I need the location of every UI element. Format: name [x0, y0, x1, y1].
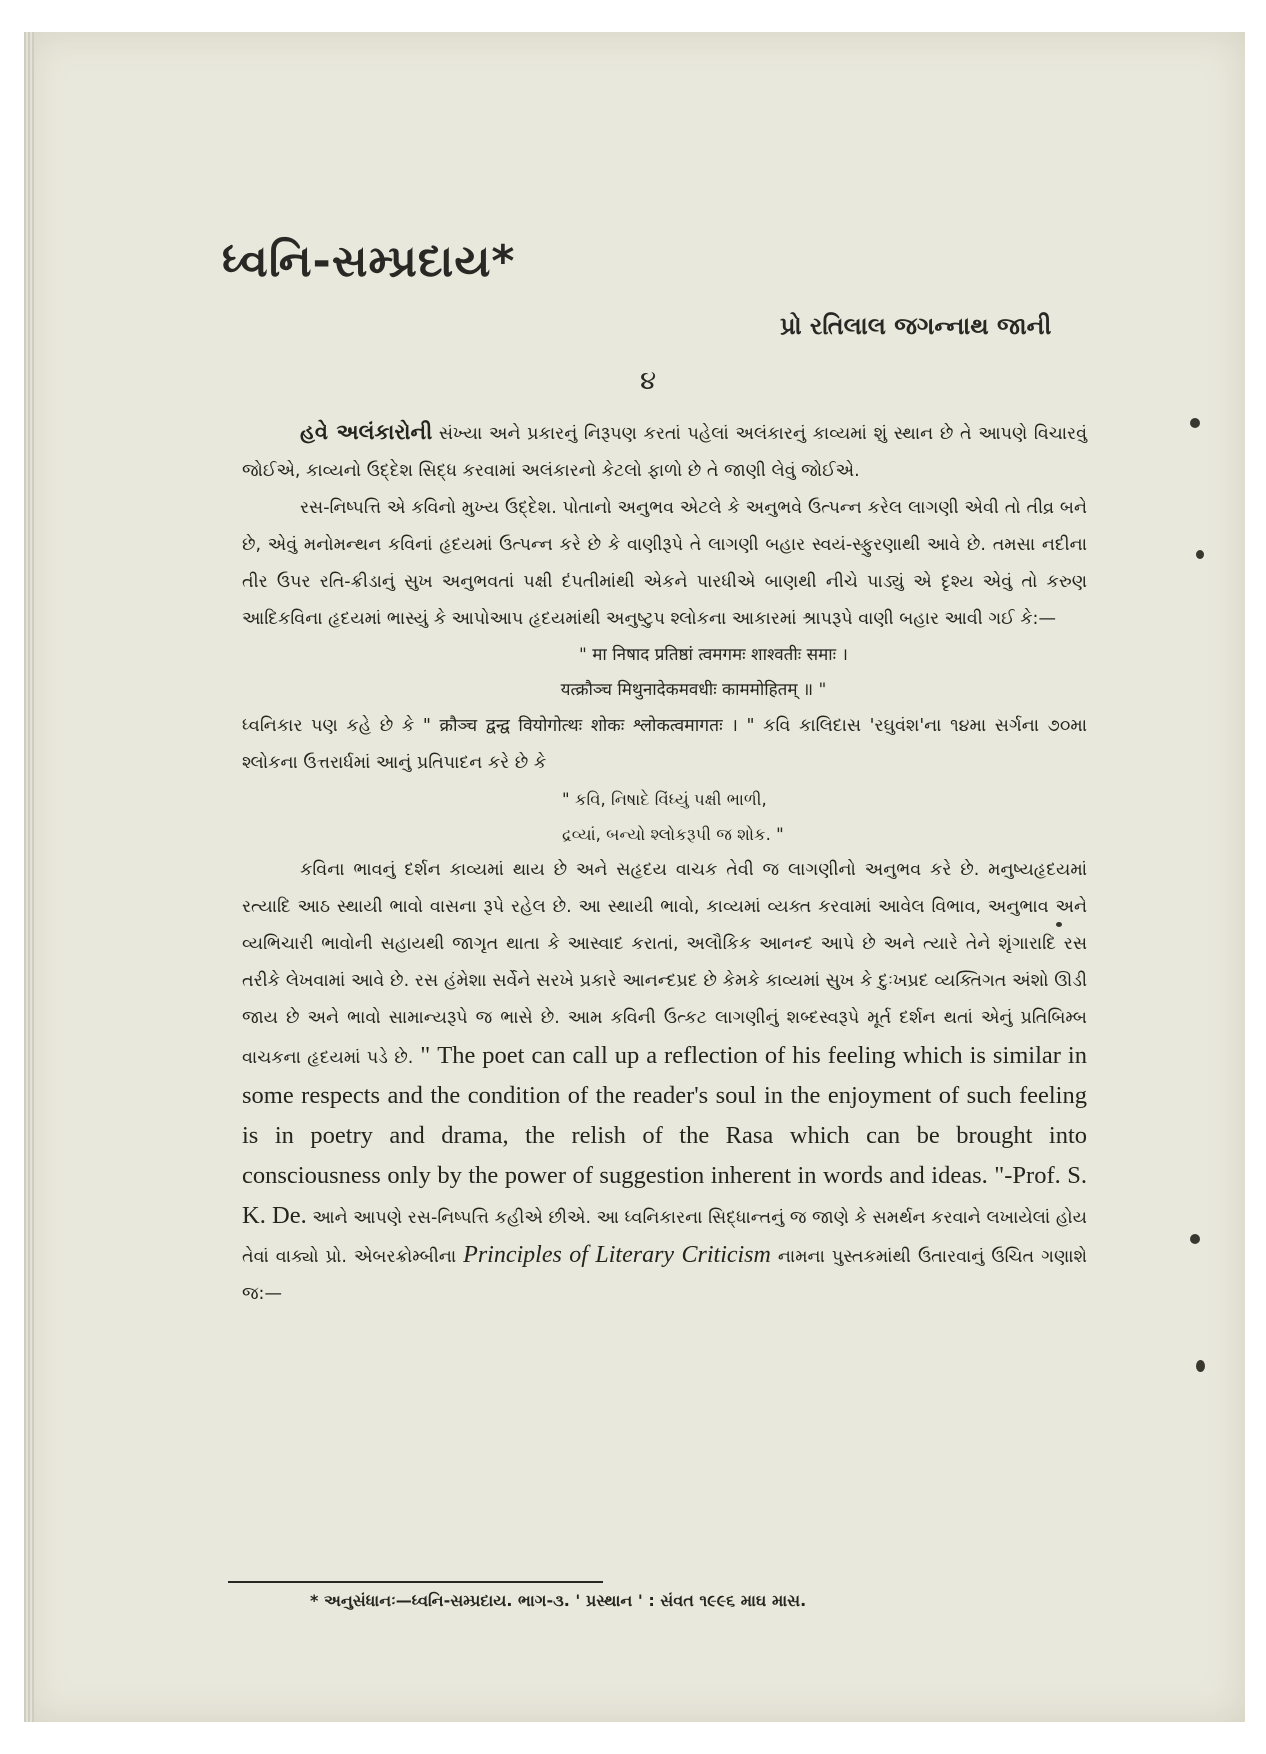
footnote-rule [228, 1581, 603, 1583]
paragraph-4-continuation: આને આપણે રસ-નિષ્પત્તિ કહીએ છીએ. આ ધ્વનિકારના સિદ્ધાન્તનું જ જાણે કે સમર્થન કરવાને લખાયેલાં હોય તેવાં વાક્યો પ્રો. એબરક્રોમ્બીના [242, 1208, 1087, 1267]
paragraph-4 [242, 852, 1087, 1313]
footnote: * અનુસંધાનઃ—ધ્વનિ-સમ્પ્રદાય. ભાગ-૩. ' પ્રસ્થાન ' : સંવત ૧૯૯૬ માઘ માસ. [310, 1591, 807, 1610]
page-stack-edge [24, 32, 34, 1722]
sanskrit-verse-line-2: यत्क्रौञ्च मिथुनादेकमवधीः काममोहितम् ॥ " [560, 680, 827, 700]
article-body [242, 414, 1087, 1313]
gujarati-verse-line-2: દ્રવ્યાં, બન્યો શ્લોકરૂપી જ શોક. " [562, 825, 784, 844]
book-title: Principles of Literary Criticism [463, 1242, 771, 1268]
english-quotation: " The poet can call up a reflection of his feeling which is similar in some respects and the condition of the reader's soul in the enjoyment of such feeling is in poetry and drama, the relish of the Rasa which can be brought into consciousness only by the power of suggestion inherent in words and ideas. "-Prof. S. K. De. [242, 1042, 1087, 1229]
gujarati-verse-line-1: " કવિ, નિષાદે વિંધ્યું પક્ષી ભાળી, [562, 790, 767, 809]
scan-speck [1190, 1234, 1200, 1244]
paragraph-1-text: સંખ્યા અને પ્રકારનું નિરૂપણ કરતાં પહેલાં અલંકારનું કાવ્યમાં શું સ્થાન છે તે આપણે વિચારવું જોઈએ, કાવ્યનો ઉદ્દેશ સિદ્ધ કરવામાં અલંકારનો કેટલો ફાળો છે તે જાણી લેવું જોઈએ. [242, 424, 1087, 481]
scan-speck [1056, 922, 1062, 927]
scan-speck [1190, 418, 1200, 428]
paragraph-4-gujarati: કવિના ભાવનું દર્શન કાવ્યમાં થાય છે અને સહૃદય વાચક તેવી જ લાગણીનો અનુભવ કરે છે. મનુષ્યહૃદયમાં રત્યાદિ આઠ સ્થાયી ભાવો વાસના રૂપે રહેલ છે. આ સ્થાયી ભાવો, કાવ્યમાં વ્યક્ત કરવામાં આવેલ વિભાવ, અનુભાવ અને વ્યભિચારી ભાવોની સહાયથી જાગૃત થાતા કે આસ્વાદ કરાતાં, અલૌકિક આનન્દ આપે છે અને ત્યારે તેને શૃંગારાદિ રસ તરીકે લેખવામાં આવે છે. રસ હંમેશા સર્વેને સરખે પ્રકારે આનન્દપ્રદ છે કેમકે કાવ્યમાં સુખ કે દુઃખપ્રદ વ્યક્તિગત અંશો ઊડી જાય છે અને ભાવો સામાન્યરૂપે જ ભાસે છે. આમ કવિની ઉત્કટ લાગણીનું શબ્દસ્વરૂપે મૂર્ત દર્શન થતાં એનું પ્રતિબિમ્બ વાચકના હૃદયમાં પડે છે. [242, 860, 1087, 1068]
scan-speck [1196, 1360, 1205, 1372]
sanskrit-verse-line-1: " मा निषाद प्रतिष्ठां त्वमगमः शाश्वतीः समाः । [579, 645, 848, 665]
paragraph-3: ધ્વનિકાર પણ કહે છે કે " क्रौञ्च द्वन्द्व वियोगोत्थः शोकः श्लोकत्वमागतः । " કવિ કાલિદાસ 'રઘુવંશ'ના ૧૪મા સર્ગના ૭૦મા શ્લોકના ઉત્તરાર્ધમાં આનું પ્રતિપાદન કરે છે કે [242, 716, 1087, 773]
author-name: પ્રો રતિલાલ જગન્નાથ જાની [780, 312, 1052, 340]
scan-speck [1196, 550, 1204, 559]
paragraph-2: રસ-નિષ્પત્તિ એ કવિનો મુખ્ય ઉદ્દેશ. પોતાનો અનુભવ એટલે કે અનુભવે ઉત્પન્ન કરેલ લાગણી એવી તો તીવ્ર બને છે, એવું મનોમન્થન કવિનાં હૃદયમાં ઉત્પન્ન કરે છે કે વાણીરૂપે તે લાગણી બહાર સ્વયં-સ્ફુરણાથી આવે છે. તમસા નદીના તીર ઉપર રતિ-ક્રીડાનું સુખ અનુભવતાં પક્ષી દંપતીમાંથી એકને પારધીએ બાણથી નીચે પાડ્યું એ દૃશ્ય એવું તો કરુણ આદિકવિના હૃદયમાં ભાસ્યું કે આપોઆપ હૃદયમાંથી અનુષ્ટુપ શ્લોકના આકારમાં શ્રાપરૂપે વાણી બહાર આવી ગઈ કે:— [242, 498, 1087, 629]
paragraph-lead: હવે અલંકારોની [300, 420, 433, 444]
paragraph-1 [242, 414, 1087, 490]
paragraph-4-end: નામના પુસ્તકમાંથી ઉતારવાનું ઉચિત ગણાશે જ:— [242, 1247, 1087, 1304]
section-number: ૪ [640, 366, 657, 396]
article-title: ધ્વનિ-સમ્પ્રદાય* [222, 236, 516, 287]
